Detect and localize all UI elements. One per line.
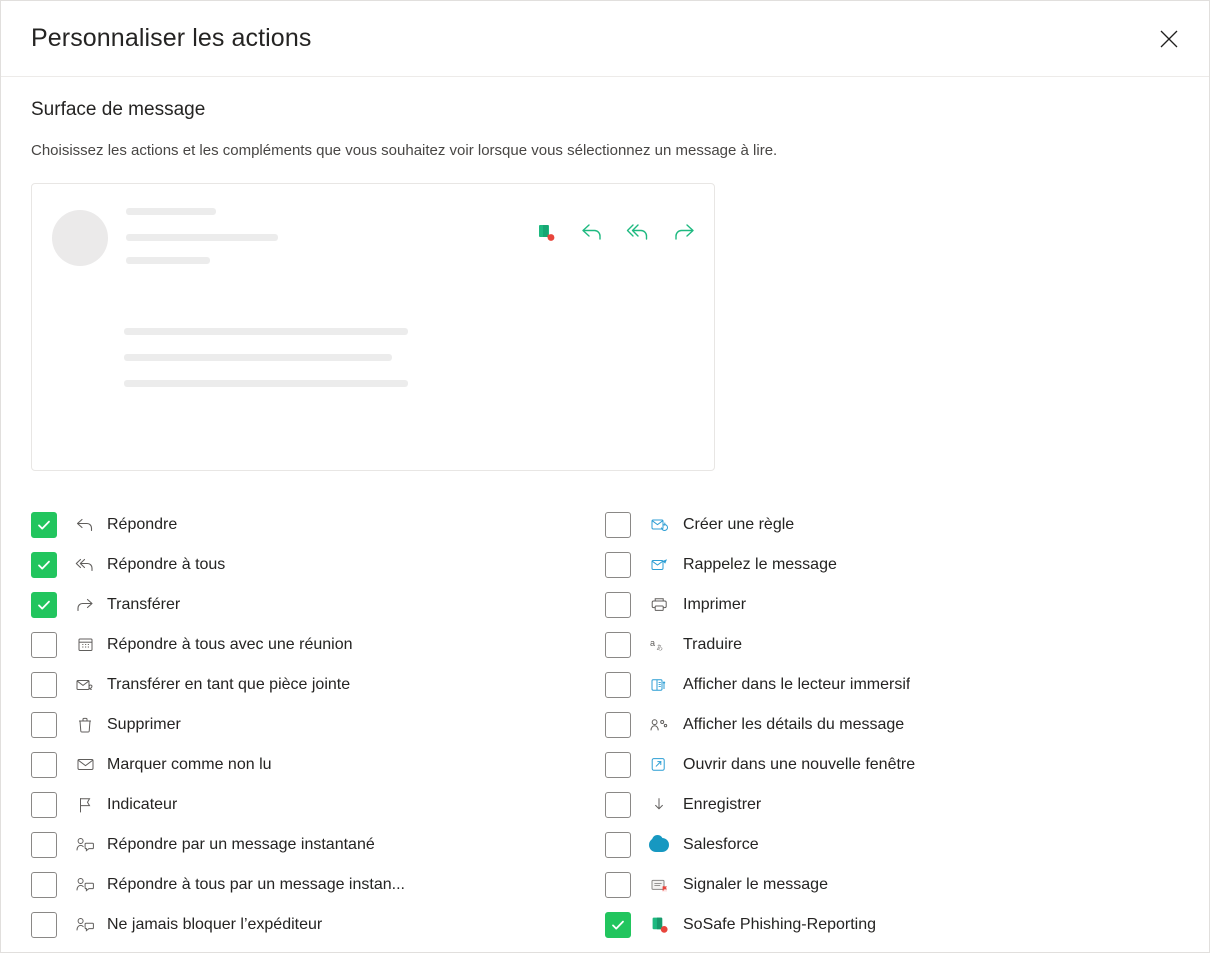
- option-transferer[interactable]: [31, 585, 605, 625]
- placeholder-line: [126, 257, 210, 264]
- option-creer-une-regle[interactable]: [605, 505, 1179, 545]
- placeholder-line: [126, 208, 216, 215]
- option-label: Transférer en tant que pièce jointe: [107, 675, 351, 693]
- option-label: Marquer comme non lu: [107, 755, 272, 773]
- option-repondre[interactable]: [31, 505, 605, 545]
- placeholder-line: [124, 354, 392, 361]
- sosafe-phishing-report-icon[interactable]: [534, 220, 558, 244]
- checkbox-unchecked[interactable]: [605, 752, 631, 778]
- message-surface-preview: [31, 183, 715, 471]
- option-label: Répondre par un message instantané: [107, 835, 375, 853]
- checkbox-unchecked[interactable]: [605, 712, 631, 738]
- svg-text:a: a: [650, 638, 656, 648]
- checkbox-checked[interactable]: [31, 592, 57, 618]
- checkbox-checked[interactable]: [31, 552, 57, 578]
- recall-mail-icon: [647, 558, 671, 572]
- checkbox-unchecked[interactable]: [31, 712, 57, 738]
- option-label: SoSafe Phishing-Reporting: [683, 915, 877, 933]
- calendar-icon: [73, 637, 97, 652]
- checkbox-unchecked[interactable]: [605, 512, 631, 538]
- sosafe-phishing-report-icon: [647, 915, 671, 934]
- checkbox-unchecked[interactable]: [31, 632, 57, 658]
- dialog-header: [1, 1, 1209, 77]
- section-title: Surface de message: [31, 99, 206, 120]
- checkbox-checked[interactable]: [605, 912, 631, 938]
- svg-text:あ: あ: [656, 645, 663, 652]
- option-afficher-dans-le-lecteur-immersif[interactable]: [605, 665, 1179, 705]
- action-options-left-column: [31, 505, 605, 945]
- trash-icon: [73, 717, 97, 733]
- checkbox-unchecked[interactable]: [605, 672, 631, 698]
- option-imprimer[interactable]: [605, 585, 1179, 625]
- checkbox-unchecked[interactable]: [31, 872, 57, 898]
- option-enregistrer[interactable]: [605, 785, 1179, 825]
- option-label: Ne jamais bloquer l’expéditeur: [107, 915, 323, 933]
- option-label: Signaler le message: [683, 875, 828, 893]
- option-label: Répondre à tous: [107, 555, 226, 573]
- option-sosafe-phishing-reporting[interactable]: [605, 905, 1179, 945]
- option-transferer-en-tant-que-piece-jointe[interactable]: [31, 665, 605, 705]
- option-rappelez-le-message[interactable]: [605, 545, 1179, 585]
- chat-person-icon: [73, 837, 97, 852]
- report-message-icon: [647, 878, 671, 892]
- checkbox-unchecked[interactable]: [605, 832, 631, 858]
- option-marquer-comme-non-lu[interactable]: [31, 745, 605, 785]
- option-repondre-par-un-message-instantane[interactable]: [31, 825, 605, 865]
- option-repondre-a-tous[interactable]: [31, 545, 605, 585]
- reply-all-icon: [73, 558, 97, 572]
- placeholder-line: [124, 328, 408, 335]
- option-label: Traduire: [683, 635, 742, 653]
- checkbox-unchecked[interactable]: [605, 552, 631, 578]
- checkbox-unchecked[interactable]: [31, 832, 57, 858]
- option-signaler-le-message[interactable]: [605, 865, 1179, 905]
- option-supprimer[interactable]: [31, 705, 605, 745]
- checkbox-unchecked[interactable]: [31, 672, 57, 698]
- option-ouvrir-dans-une-nouvelle-fenetre[interactable]: [605, 745, 1179, 785]
- checkbox-unchecked[interactable]: [31, 752, 57, 778]
- page-title: Personnaliser les actions: [31, 24, 312, 52]
- option-label: Afficher les détails du message: [683, 715, 905, 733]
- chat-person-icon: [73, 917, 97, 932]
- option-salesforce[interactable]: [605, 825, 1179, 865]
- section-description: Choisissez les actions et les compléments que vous souhaitez voir lorsque vous sélectionnez un message à lire.: [31, 142, 778, 159]
- option-traduire[interactable]: [605, 625, 1179, 665]
- reply-icon: [73, 518, 97, 532]
- checkbox-unchecked[interactable]: [605, 872, 631, 898]
- close-icon[interactable]: [1151, 21, 1187, 57]
- action-options: [31, 505, 1179, 945]
- translate-icon: [647, 637, 671, 652]
- option-label: Transférer: [107, 595, 181, 613]
- option-label: Répondre: [107, 515, 178, 533]
- option-label: Répondre à tous par un message instan...: [107, 875, 405, 893]
- checkbox-unchecked[interactable]: [605, 632, 631, 658]
- option-label: Supprimer: [107, 715, 181, 733]
- option-repondre-a-tous-avec-une-reunion[interactable]: [31, 625, 605, 665]
- checkbox-unchecked[interactable]: [605, 592, 631, 618]
- message-details-icon: [647, 718, 671, 732]
- option-label: Ouvrir dans une nouvelle fenêtre: [683, 755, 916, 773]
- option-ne-jamais-bloquer-l-expediteur[interactable]: [31, 905, 605, 945]
- avatar: [52, 210, 108, 266]
- open-new-window-icon: [647, 757, 671, 772]
- option-repondre-a-tous-par-un-message-instantane[interactable]: [31, 865, 605, 905]
- option-label: Répondre à tous avec une réunion: [107, 635, 353, 653]
- dialog-body: [1, 77, 1209, 952]
- action-options-right-column: [605, 505, 1179, 945]
- reply-icon[interactable]: [580, 220, 604, 244]
- envelope-icon: [73, 758, 97, 771]
- salesforce-icon: [647, 838, 671, 852]
- option-afficher-les-details-du-message[interactable]: [605, 705, 1179, 745]
- placeholder-line: [126, 234, 278, 241]
- download-icon: [647, 797, 671, 813]
- checkbox-unchecked[interactable]: [31, 792, 57, 818]
- option-label: Salesforce: [683, 835, 759, 853]
- option-label: Enregistrer: [683, 795, 762, 813]
- checkbox-unchecked[interactable]: [31, 912, 57, 938]
- option-label: Imprimer: [683, 595, 747, 613]
- option-label: Rappelez le message: [683, 555, 837, 573]
- placeholder-line: [124, 380, 408, 387]
- option-label: Indicateur: [107, 795, 178, 813]
- option-label: Créer une règle: [683, 515, 795, 533]
- mail-attachment-icon: [73, 678, 97, 692]
- option-indicateur[interactable]: [31, 785, 605, 825]
- option-label: Afficher dans le lecteur immersif: [683, 675, 911, 693]
- forward-icon[interactable]: [672, 220, 696, 244]
- forward-icon: [73, 598, 97, 612]
- checkbox-checked[interactable]: [31, 512, 57, 538]
- preview-action-bar: [534, 220, 696, 244]
- immersive-reader-icon: [647, 678, 671, 692]
- chat-person-icon: [73, 877, 97, 892]
- checkbox-unchecked[interactable]: [605, 792, 631, 818]
- printer-icon: [647, 597, 671, 612]
- flag-icon: [73, 797, 97, 813]
- rule-icon: [647, 518, 671, 532]
- reply-all-icon[interactable]: [626, 220, 650, 244]
